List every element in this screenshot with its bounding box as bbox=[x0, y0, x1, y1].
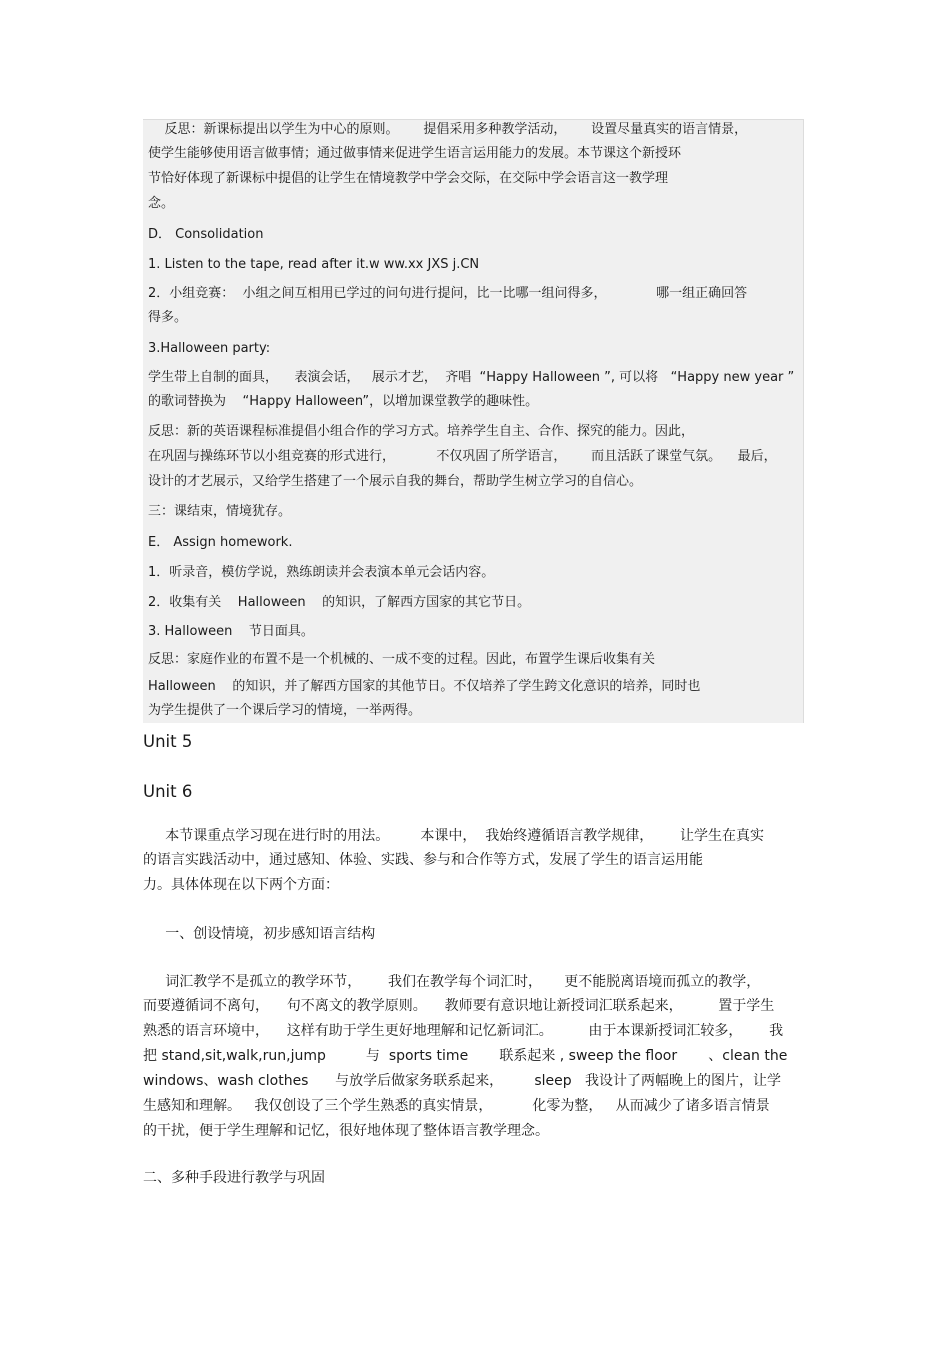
box-line-14: 设计的才艺展示，又给学生搭建了一个展示自我的舞台，帮助学生树立学习的自信心。 bbox=[148, 474, 643, 489]
box-line-12: 反思：新的英语课程标准提倡小组合作的学习方式。培养学生自主、合作、探究的能力。因此， bbox=[148, 424, 695, 439]
box-line-7: 2．小组竞赛： 小组之间互相用已学过的问句进行提问，比一比哪一组问得多， 哪一组正确回答 bbox=[148, 286, 748, 301]
body-line-2: 的语言实践活动中，通过感知、体验、实践、参与和合作等方式，发展了学生的语言运用能 bbox=[143, 852, 703, 868]
box-line-22: 为学生提供了一个课后学习的情境，一举两得。 bbox=[148, 703, 422, 718]
unit-6-heading: Unit 6 bbox=[143, 782, 193, 801]
box-line-19: 3. Halloween 节日面具。 bbox=[148, 624, 314, 639]
box-line-17: 1．听录音，模仿学说，熟练朗读并会表演本单元会话内容。 bbox=[148, 565, 495, 580]
box-line-10: 学生带上自制的面具， 表演会话， 展示才艺， 齐唱 “Happy Halloween ”, 可以将 “Happy new year ” bbox=[148, 370, 795, 385]
body-line-5: 词汇教学不是孤立的教学环节， 我们在教学每个词汇时， 更不能脱离语境而孤立的教学， bbox=[143, 974, 761, 990]
section-1-heading: 一、创设情境，初步感知语言结构 bbox=[143, 926, 376, 942]
box-line-4: 念。 bbox=[148, 196, 175, 211]
body-line-10: 生感知和理解。 我仅创设了三个学生熟悉的真实情景， 化零为整， 从而减少了诸多语言情景 bbox=[143, 1098, 770, 1114]
box-line-21: Halloween 的知识，并了解西方国家的其他节日。不仅培养了学生跨文化意识的培养，同时也 bbox=[148, 679, 701, 694]
box-line-20: 反思：家庭作业的布置不是一个机械的、一成不变的过程。因此，布置学生课后收集有关 bbox=[148, 652, 656, 667]
box-line-9: 3.Halloween party: bbox=[148, 341, 271, 356]
box-line-8: 得多。 bbox=[148, 310, 188, 325]
body-line-3: 力。具体体现在以下两个方面： bbox=[143, 877, 339, 893]
body-line-8: 把 stand,sit,walk,run,jump 与 sports time 联系起来 , sweep the floor 、clean the bbox=[143, 1048, 788, 1064]
box-line-11: 的歌词替换为 “Happy Halloween”，以增加课堂教学的趣味性。 bbox=[148, 394, 539, 409]
section-2-heading: 二、多种手段进行教学与巩固 bbox=[143, 1170, 325, 1186]
body-line-9: windows、wash clothes 与放学后做家务联系起来， sleep 我设计了两幅晚上的图片，让学 bbox=[143, 1073, 781, 1089]
body-line-1: 本节课重点学习现在进行时的用法。 本课中， 我始终遵循语言教学规律， 让学生在真实 bbox=[143, 828, 765, 844]
body-line-6: 而要遵循词不离句， 句不离文的教学原则。 教师要有意识地让新授词汇联系起来， 置于学生 bbox=[143, 998, 775, 1014]
unit-5-heading: Unit 5 bbox=[143, 732, 193, 751]
box-line-6: 1. Listen to the tape, read after it.w ww.xx JXS j.CN bbox=[148, 257, 480, 272]
box-line-13: 在巩固与操练环节以小组竞赛的形式进行， 不仅巩固了所学语言， 而且活跃了课堂气氛。 最后， bbox=[148, 449, 777, 464]
box-line-16: E． Assign homework. bbox=[148, 535, 293, 550]
box-line-2: 使学生能够使用语言做事情；通过做事情来促进学生语言运用能力的发展。本节课这个新授环 bbox=[148, 146, 682, 161]
box-line-1: 反思：新课标提出以学生为中心的原则。 提倡采用多种教学活动， 设置尽量真实的语言情景， bbox=[148, 122, 748, 137]
box-line-3: 节恰好体现了新课标中提倡的让学生在情境教学中学会交际，在交际中学会语言这一教学理 bbox=[148, 171, 669, 186]
reflection-box bbox=[143, 119, 804, 723]
box-line-5: D． Consolidation bbox=[148, 227, 264, 242]
box-line-18: 2．收集有关 Halloween 的知识，了解西方国家的其它节日。 bbox=[148, 595, 531, 610]
body-line-11: 的干扰，便于学生理解和记忆，很好地体现了整体语言教学理念。 bbox=[143, 1123, 549, 1139]
body-line-7: 熟悉的语言环境中， 这样有助于学生更好地理解和记忆新词汇。 由于本课新授词汇较多， 我 bbox=[143, 1023, 784, 1039]
box-line-15: 三：课结束，情境犹存。 bbox=[148, 504, 292, 519]
